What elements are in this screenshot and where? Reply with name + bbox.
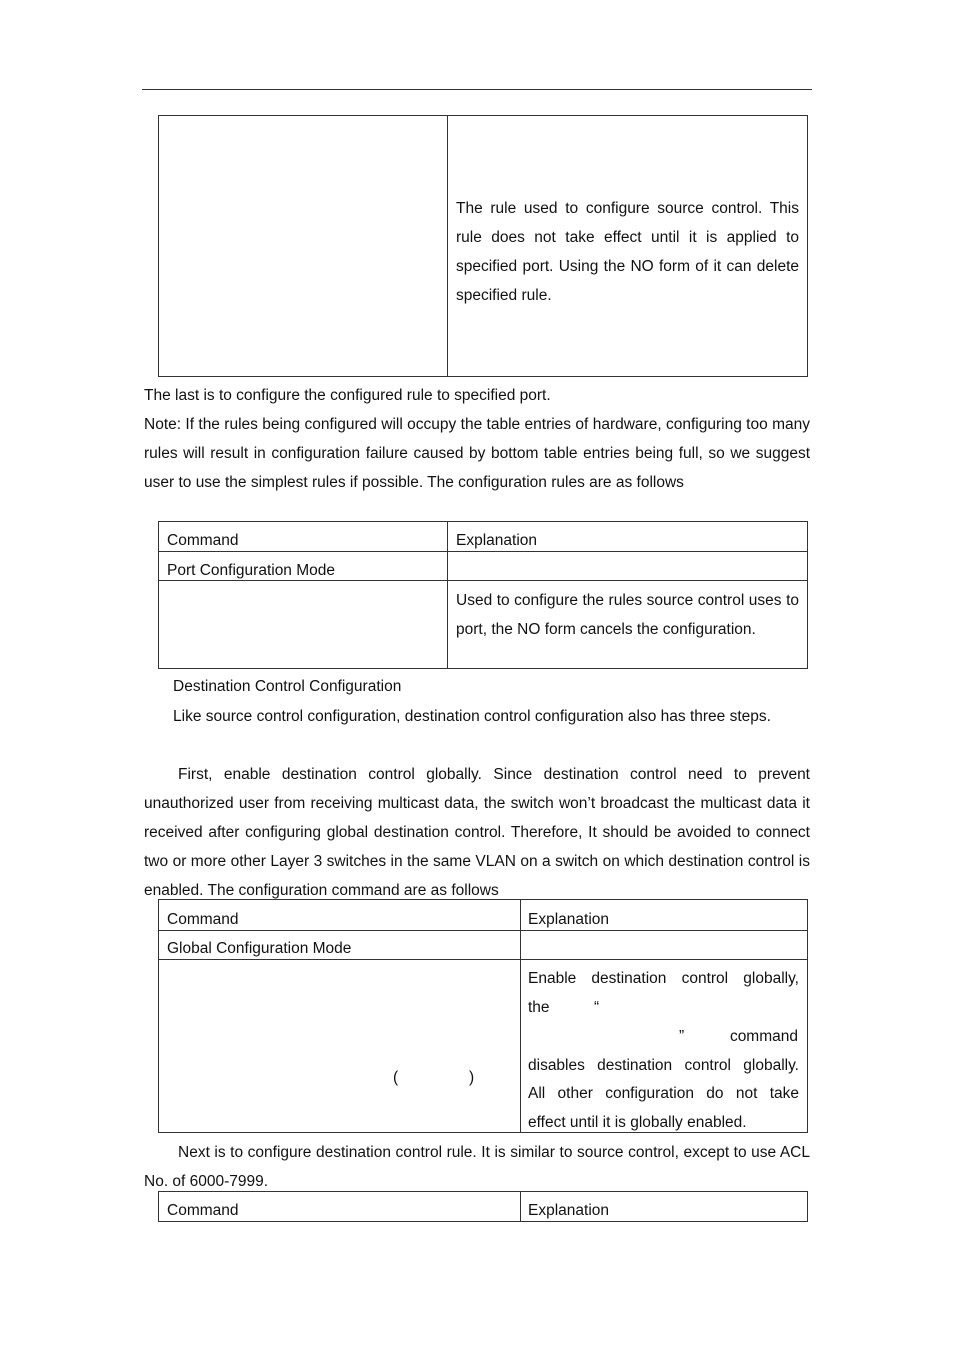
destination-rule-table [158, 1191, 808, 1222]
explanation-line: disables destination control globally. [528, 1057, 799, 1074]
global-config-table [158, 899, 808, 1133]
port-config-table [158, 521, 808, 669]
section-title: Destination Control Configuration [173, 678, 402, 695]
paren-close: ) [469, 1069, 475, 1086]
paragraph-note: Note: If the rules being configured will occupy the table entries of hardware, configuring too many rules will result in configuration failure caused by bottom table entries being full, so we suggest user to use the simplest rules if possible. The configuration rules are as follows [144, 416, 810, 491]
explanation-the: the [528, 999, 550, 1016]
port-rule-explanation: Used to configure the rules source control uses to port, the NO form cancels the configuration. [456, 592, 799, 638]
paragraph-first: First, enable destination control globally. Since destination control need to prevent unauthorized user from receiving multicast data, the switch won’t broadcast the multicast data it received after configuring global destination control. Therefore, It should be avoided to connect two or more other Layer 3 switches in the same VLAN on a switch on which destination control is enabled. The configuration command are as follows [144, 766, 810, 899]
explanation-line: All other configuration do not take [528, 1085, 799, 1102]
header-rule [142, 89, 812, 90]
paragraph-next: Next is to configure destination control rule. It is similar to source control, except to use ACL No. of 6000-7999. [144, 1144, 810, 1190]
table-header-command: Command [167, 532, 239, 549]
paragraph-last: The last is to configure the configured rule to specified port. [144, 387, 551, 404]
explanation-command: command [729, 1028, 798, 1045]
table-header-command: Command [167, 1202, 239, 1219]
source-rule-table [158, 115, 808, 377]
mode-label: Port Configuration Mode [167, 562, 336, 579]
table-header-explanation: Explanation [528, 911, 610, 928]
table-header-explanation: Explanation [456, 532, 538, 549]
table-header-explanation: Explanation [528, 1202, 610, 1219]
table-header-command: Command [167, 911, 239, 928]
open-quote: “ [594, 999, 600, 1016]
source-rule-explanation: The rule used to configure source control. This rule does not take effect until it is applied to specified port. Using the NO form of it can delete specified rule. [456, 200, 799, 304]
paragraph-like: Like source control configuration, destination control configuration also has three steps. [173, 708, 771, 725]
explanation-line: Enable destination control globally, [528, 970, 799, 987]
close-quote: ” [679, 1028, 685, 1045]
paren-open: ( [393, 1069, 399, 1086]
mode-label: Global Configuration Mode [167, 940, 352, 957]
explanation-line: effect until it is globally enabled. [528, 1114, 747, 1131]
